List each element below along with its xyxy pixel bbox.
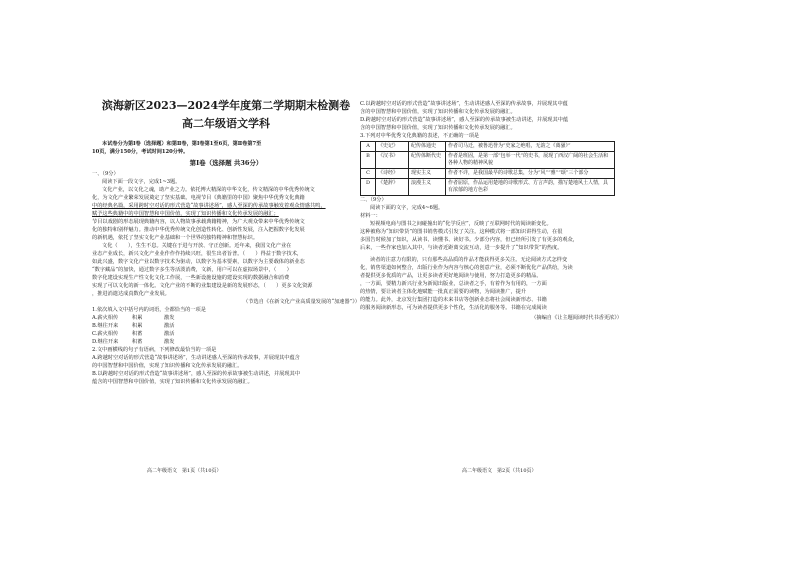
passage-paragraph-1: [92, 186, 360, 242]
passage-paragraph-2: [92, 242, 360, 298]
table-cell: 《汉书》: [376, 152, 409, 169]
passage-line: 如此兴盛，数字文化产业以数字技术为驱动，以数字为基本要素，以数字为主要载体的新业态: [92, 259, 305, 265]
passage-line: 文化产业，以文化之魂，助产业之力。依托博大精深的中华文化，传文精深的中华优秀传统文: [102, 187, 315, 193]
passage-line: 化，为文化产业繁荣发展奠定了坚实基础。电视节目《典籍里的中国》聚焦中华优秀文化典籍: [92, 195, 305, 201]
table-row: [361, 169, 615, 179]
material-line: 读者的注意力有限的，只有那些高品质的作品才能获得更多关注。无论阅读方式怎样变: [370, 257, 568, 263]
question-3: 3.下列对中华优秀文化典籍的表述，不正确的一项是: [360, 133, 480, 139]
material-source: （摘编自《让主题阅读时代书香更浓》）: [531, 315, 622, 321]
intro-line-2: 10页，满分150分，考试时间120分钟。: [92, 149, 189, 155]
table-cell: 浪漫主义: [409, 179, 446, 196]
passage-line: 实现了可以文化的新一体化。文化产业的不断的业集建设是新的发展形态，（ ）更多文化资源: [92, 283, 313, 289]
question-1-options: [92, 314, 360, 346]
passage-line-underlined: 中的经典名篇，采用跨时空对话的形式营造“故事讲述场”，感人至深的传承故事触发着观众情感共鸣，: [92, 203, 326, 209]
passage-line: 的新机遇，依托了坚实文化产业基础和一个世界的独特精神和智慧标识。: [92, 235, 259, 241]
table-cell: C: [361, 169, 376, 179]
page-one-body: [92, 98, 360, 386]
reading-instruction-2: 阅读下面的文字，完成4~6题。: [370, 205, 444, 211]
table-cell: 《楚辞》: [376, 179, 409, 196]
option-row: A.薪火相传 积累 激发: [92, 315, 175, 321]
table-row: [361, 152, 615, 169]
table-cell: 纪传体断代史: [409, 152, 446, 169]
section-heading: 第Ⅰ卷（选择题 共36分）: [189, 159, 263, 167]
page-two-body: [360, 100, 622, 322]
material-line: 化，销售渠道如何整合，出版行业作为内容与核心的创意产业，必须不断优化产品供给，为读: [360, 265, 573, 271]
passage-line: 数字化建设实现生产性文化文化工作展，一些新设施设施的建设实现的数据融合和消费: [92, 275, 290, 281]
table-cell: 现实主义: [409, 169, 446, 179]
material-line: 后来，一些作家也加入其中，与读者近距离交流互动，进一步提升了“知识带货”的热度。: [360, 245, 563, 251]
option-row: D.继往开来 积蓄 激发: [92, 339, 175, 345]
question-2-option-b: B.以跨越时空对话的形式营造“故事讲述场”，感人至深的传承故事被生动讲述，并展现其中: [92, 371, 300, 377]
question-2-option-b-cont: 蕴含的中国智慧和中国价值，实现了知识传播和文化传承发展的融汇。: [92, 379, 253, 385]
option-row: C.薪火相传 积蓄 激活: [92, 331, 175, 337]
material-line: 的服务阅读新形态，可为读者提供更多个性化，生活化的服务等。书籍在完成阅读: [360, 305, 547, 311]
question-2-option-a: A.跨越时空对话的形式营造“故事讲述场”，生动讲述感人至深的传承故事，并展现其中蕴含: [92, 355, 300, 361]
passage-line: 业态产业成长，新兴文化产业业作作作持续兴旺，很生出者旨普。（ ）得益于数字技术，: [92, 251, 303, 257]
question-2-option-a-cont: 的中国智慧和中国价值，实现了知识传播和文化传承发展的融汇。: [92, 363, 243, 369]
table-cell: B: [361, 152, 376, 169]
passage-line: “数字藏品”的加快，通过数字多生等活泼消费，文新，用户可以在虚拟场景中，（ ）: [92, 267, 292, 273]
material-line: 多国告时候加了知识，从读书、读懂书、读好书。少部分内容，但已经所引发了有更多的观众，: [360, 237, 578, 243]
material-line: 的热情，要让读者主体化地赋能一批真正需要的读物，为阅读推广，提升: [360, 289, 527, 295]
page-footer: 高二年级语文 第1页（共10页）: [147, 468, 222, 474]
exam-title: 滨海新区2023—2024学年度第二学期期末检测卷: [101, 99, 351, 112]
page-footer-2: 高二年级语文 第2页（共10页）: [462, 468, 537, 474]
passage-line: 化的独特和别样魅力。推动中华优秀传统文化创造性转化、创新性发展，注入把握数字化发展: [92, 227, 305, 233]
material-line: 的能力。此外，北京发行集团打造的未来书店等创新业态将社会阅读新形态、书籍: [360, 297, 547, 303]
material-paragraph-2: [360, 256, 622, 312]
question-2-option-d-cont: 含的中国智慧和中国价值，实现了知识传播和文化传承发展的融汇。: [360, 125, 516, 131]
passage-line-underlined: 赋予这些典籍中的中国智慧和中国价值，实现了知识传播和文化传承发展的融汇；: [92, 211, 279, 217]
material-line: ，一方面，要精力新兴行业为新闻出版业，总读者之手，有着作为有用的，一方面: [360, 281, 547, 287]
table-cell: D: [361, 179, 376, 196]
passage-line: ，推进消遣达成真数化产业发展。: [92, 291, 170, 297]
classics-table: [360, 141, 615, 196]
table-cell: 作者屈原，作品运用楚地的诗歌形式、方言声韵，描写楚地风土人情，具有浓郁的地方色彩: [446, 179, 615, 196]
table-row: [361, 142, 615, 152]
table-cell: 作者不详，是我国最早的诗歌总集，分为“风”“雅”“颂”三个部分: [446, 169, 615, 179]
material-paragraph-1: [360, 220, 622, 252]
passage-line: 节目以戏剧的形态展现典籍内容，以人物故事承载典籍精神，为广大观众带来中华优秀传统文: [92, 219, 305, 225]
material-line: 短视频电商与图书之间碰撞出的“化学反应”，反映了互联网时代的阅读新变化。: [370, 221, 552, 227]
reading-instruction: 阅读下面一段文字，完成1~3题。: [102, 179, 181, 185]
exam-subtitle: 高二年级语文学科: [182, 117, 270, 130]
question-2: 2.文中画横线的句子有语病，下列修改最恰当的一项是: [92, 347, 217, 353]
option-row: B.继往开来 积累 激活: [92, 323, 175, 329]
question-2-option-c: C.以跨越时空对话的形式营造“故事讲述场”，生动讲述感人至深的传承故事，并展现其中蕴: [360, 101, 568, 107]
passage-line: 文化（ ），生生不息。关键在于进与开放、守正创新。近年来，我国文化产业在: [102, 243, 292, 249]
material-line: 者提供更多优质的产品，让更多读者更好地阅读与使用，努力打造更多的精品。: [360, 273, 542, 279]
intro-line-1: 本试卷分为第Ⅰ卷（选择题）和第Ⅱ卷，第Ⅰ卷第1至6页，第Ⅱ卷第7至: [102, 141, 262, 147]
table-cell: 纪传体通史: [409, 142, 446, 152]
material-label: 材料一：: [360, 213, 381, 219]
question-1: 1.依次填入文中括号内的词语，全都恰当的一项是: [92, 307, 206, 313]
table-cell: 作者是班固，是第一部“包举一代”的史书，展现了西汉广阔的社会生活和各种人物的精神风貌: [446, 152, 615, 169]
table-cell: 作者司马迁，被鲁迅誉为“史家之绝唱，无韵之《离骚》”: [446, 142, 615, 152]
question-2-option-c-cont: 含的中国智慧和中国价值，实现了知识传播和文化传承发展的融汇。: [360, 109, 516, 115]
passage-source: （节选自《在新文化产业高质量发展的“加速器”》）: [243, 299, 360, 305]
table-cell: A: [361, 142, 376, 152]
table-cell: 《史记》: [376, 142, 409, 152]
question-group-heading-2: 二、（9分）: [360, 197, 387, 203]
question-group-heading: 一、（9分）: [92, 171, 119, 177]
table-cell: 《诗经》: [376, 169, 409, 179]
material-line: 这种被称为“知识带货”的图书销售模式引发了关注。这种模式将一部知识讲得生动，在很: [360, 229, 563, 235]
table-row: [361, 179, 615, 196]
question-2-option-d: D.跨越时空对话的形式营造“故事讲述场”，感人至深的传承故事被生动讲述，并展现其中蕴: [360, 117, 569, 123]
